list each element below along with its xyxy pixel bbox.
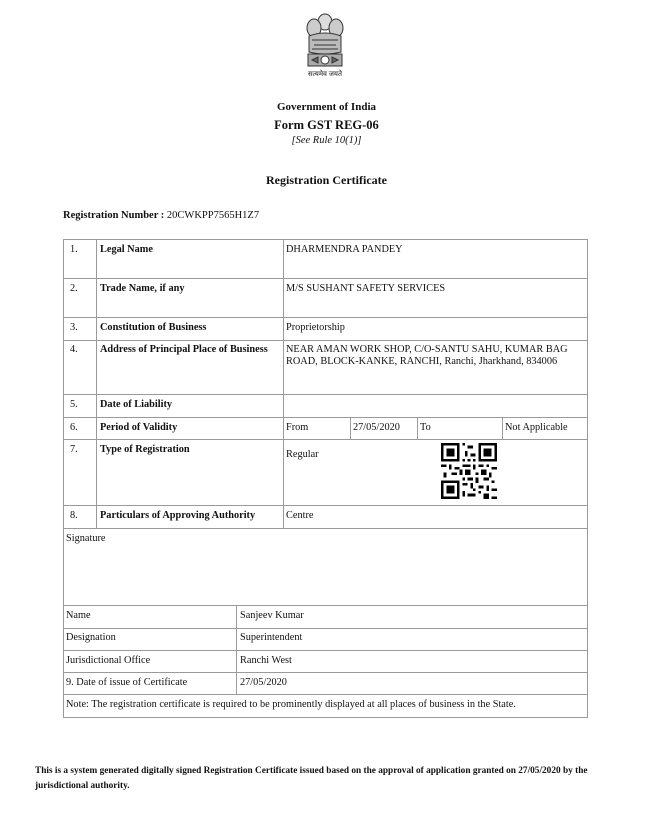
registration-number-value: 20CWKPP7565H1Z7 [166,210,260,221]
validity-label: Period of Validity [100,422,178,433]
issue-date-value: 27/05/2020 [240,677,287,688]
row-no: 8. [70,510,78,521]
address-value: NEAR AMAN WORK SHOP, C/O-SANTU SAHU, KUMAR BAG ROAD, BLOCK-KANKE, RANCHI, Ranchi, Jharkhand, 834006 [286,344,568,367]
approving-authority-value: Centre [286,510,314,521]
government-heading: Government of India [277,101,376,113]
constitution-value: Proprietorship [286,322,345,333]
registration-type-label: Type of Registration [100,444,190,455]
approver-name-value: Sanjeev Kumar [240,610,304,621]
approver-name-label: Name [66,610,91,621]
address-label: Address of Principal Place of Business [100,344,268,355]
certificate-title: Registration Certificate [266,173,387,187]
row-no: 4. [70,344,78,355]
trade-name-label: Trade Name, if any [100,283,185,294]
designation-label: Designation [66,632,116,643]
approving-authority-label: Particulars of Approving Authority [100,510,256,521]
emblem-motto: सत्यमेव जयते [308,70,342,78]
designation-value: Superintendent [240,632,303,643]
form-title: Form GST REG-06 [274,118,379,132]
row-no: 6. [70,422,78,433]
row-no: 2. [70,283,78,294]
legal-name-value: DHARMENDRA PANDEY [286,244,403,255]
constitution-label: Constitution of Business [100,322,207,333]
registration-number-line [63,210,259,221]
legal-name-label: Legal Name [100,244,153,255]
validity-to-value: Not Applicable [505,422,568,433]
validity-from-label: From [286,422,309,433]
row-no: 3. [70,322,78,333]
signature-label: Signature [66,533,106,544]
row-no: 1. [70,244,78,255]
liability-date-label: Date of Liability [100,399,173,410]
jurisdictional-office-value: Ranchi West [240,655,292,666]
qr-code-icon [441,443,497,499]
display-note: Note: The registration certificate is required to be prominently displayed at all places of business in the State. [66,699,516,710]
registration-type-value: Regular [286,449,319,460]
row-no: 5. [70,399,78,410]
row-no: 7. [70,444,78,455]
trade-name-value: M/S SUSHANT SAFETY SERVICES [286,283,446,294]
rule-reference: [See Rule 10(1)] [291,135,362,146]
system-generated-footer: This is a system generated digitally signed Registration Certificate issued based on the approval of application granted on 27/05/2020 by the jurisdictional authority. [35,766,588,791]
validity-to-label: To [420,422,431,433]
issue-date-label: 9. Date of issue of Certificate [66,677,188,688]
registration-number-label: Registration Number : [63,210,165,221]
validity-from-date: 27/05/2020 [353,422,400,433]
jurisdictional-office-label: Jurisdictional Office [66,655,151,666]
